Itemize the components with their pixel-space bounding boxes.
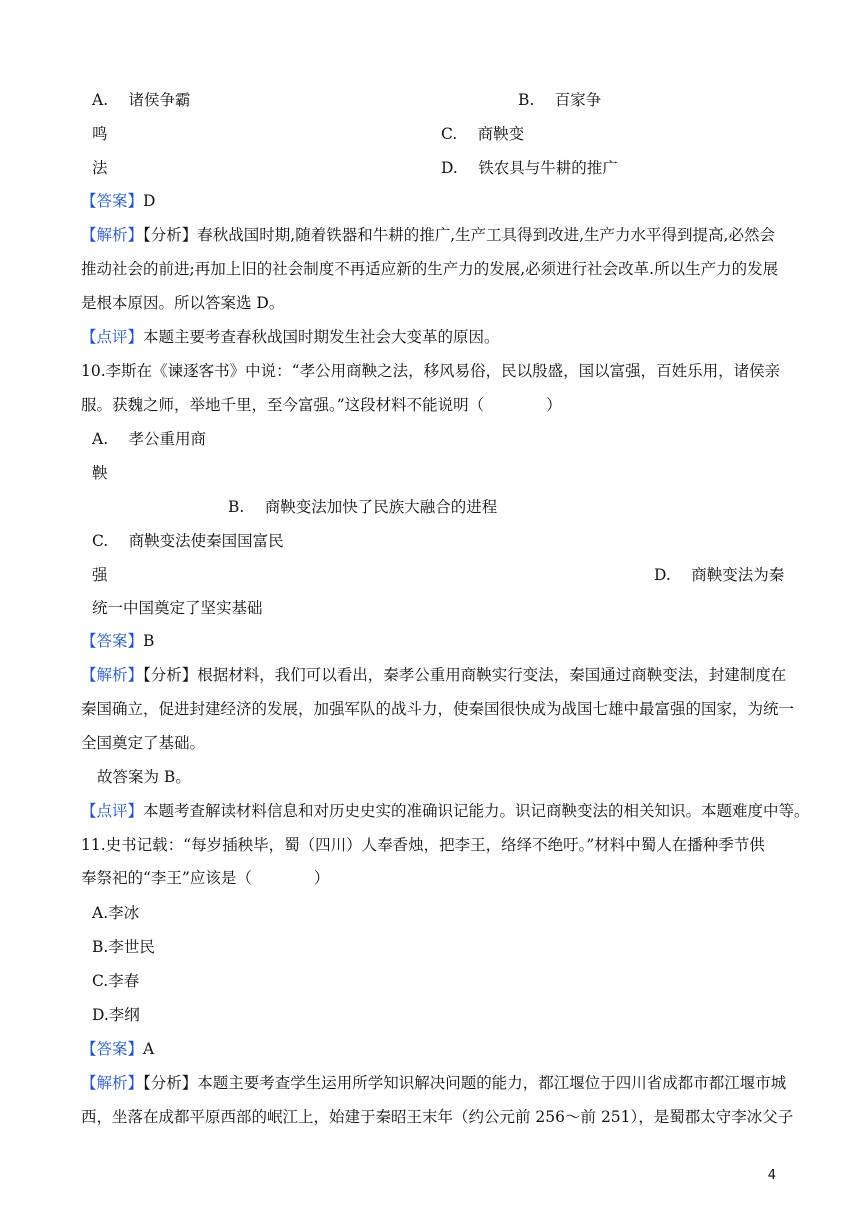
analysis-tag: 【解析】 xyxy=(81,226,144,244)
option-b: B. 百家争 xyxy=(518,91,602,109)
option-c-continued: 法 xyxy=(92,159,108,177)
option-b: B.李世民 xyxy=(92,938,155,956)
comment-line xyxy=(81,801,810,821)
question-stem: 服。获魏之师，举地千里，至今富强。”这段材料不能说明（ ） xyxy=(81,396,562,414)
option-c: C.李春 xyxy=(92,972,140,990)
option-a: A. 诸侯争霸 xyxy=(92,91,191,109)
question-stem: 10.李斯在《谏逐客书》中说：“孝公用商鞅之法，移风易俗，民以殷盛，国以富强，百姓乐用，诸侯亲 xyxy=(81,362,781,380)
analysis-text: 【分析】本题主要考查学生运用所学知识解决问题的能力，都江堰位于四川省成都市都江堰市城 xyxy=(143,1074,787,1092)
analysis-text: 推动社会的前进;再加上旧的社会制度不再适应新的生产力的发展,必须进行社会改革.所以生产力的发展 xyxy=(81,260,779,278)
analysis-line xyxy=(81,225,775,245)
option-a-continued: 鞅 xyxy=(92,464,108,482)
answer-line xyxy=(81,631,154,651)
option-b-continued: 鸣 xyxy=(92,125,108,143)
analysis-tag: 【解析】 xyxy=(81,666,144,684)
question-stem: 奉祭祀的“李王”应该是（ ） xyxy=(81,869,330,887)
option-d: D. 铁农具与牛耕的推广 xyxy=(441,159,618,177)
analysis-line xyxy=(81,1073,786,1093)
option-d-continued: 统一中国奠定了坚实基础 xyxy=(92,599,263,617)
page-number: 4 xyxy=(767,1168,776,1183)
answer-tag: 【答案】 xyxy=(81,632,144,650)
analysis-line xyxy=(81,665,786,685)
answer-value: B xyxy=(143,632,155,650)
option-a: A. 孝公重用商 xyxy=(92,430,207,448)
option-d: D. 商鞅变法为秦 xyxy=(654,566,785,584)
analysis-text: 西，坐落在成都平原西部的岷江上，始建于秦昭王末年（约公元前 256～前 251），是蜀郡太守李冰父子 xyxy=(81,1108,794,1126)
answer-tag: 【答案】 xyxy=(81,1040,144,1058)
option-b: B. 商鞅变法加快了民族大融合的进程 xyxy=(228,498,498,516)
analysis-text: 全国奠定了基础。 xyxy=(81,734,206,752)
option-c: C. 商鞅变法使秦国国富民 xyxy=(92,532,284,550)
option-c-continued: 强 xyxy=(92,566,108,584)
question-stem: 11.史书记载：“每岁插秧毕，蜀（四川）人奉香烛，把李王，络绎不绝吁。”材料中蜀人在播种季节供 xyxy=(81,836,765,854)
analysis-text: 【分析】春秋战国时期,随着铁器和牛耕的推广,生产工具得到改进,生产力水平得到提高,必然会 xyxy=(143,226,775,244)
analysis-text: 故答案为 B。 xyxy=(97,768,191,786)
comment-line xyxy=(81,327,500,347)
answer-value: D xyxy=(143,192,156,210)
analysis-text: 是根本原因。所以答案选 D。 xyxy=(81,294,285,312)
answer-line xyxy=(81,1039,154,1059)
comment-text: 本题主要考查春秋战国时期发生社会大变革的原因。 xyxy=(143,328,500,346)
analysis-text: 【分析】根据材料，我们可以看出，秦孝公重用商鞅实行变法，秦国通过商鞅变法，封建制度在 xyxy=(143,666,787,684)
option-d: D.李纲 xyxy=(92,1006,140,1024)
analysis-text: 秦国确立，促进封建经济的发展，加强军队的战斗力，使秦国很快成为战国七雄中最富强的国家，为统一 xyxy=(81,700,795,718)
answer-line xyxy=(81,191,155,211)
analysis-tag: 【解析】 xyxy=(81,1074,144,1092)
option-a: A.李冰 xyxy=(92,904,140,922)
answer-tag: 【答案】 xyxy=(81,192,144,210)
answer-value: A xyxy=(143,1040,155,1058)
comment-tag: 【点评】 xyxy=(81,802,144,820)
comment-text: 本题考查解读材料信息和对历史史实的准确识记能力。识记商鞅变法的相关知识。本题难度中等。 xyxy=(143,802,810,820)
comment-tag: 【点评】 xyxy=(81,328,144,346)
option-c: C. 商鞅变 xyxy=(441,125,525,143)
